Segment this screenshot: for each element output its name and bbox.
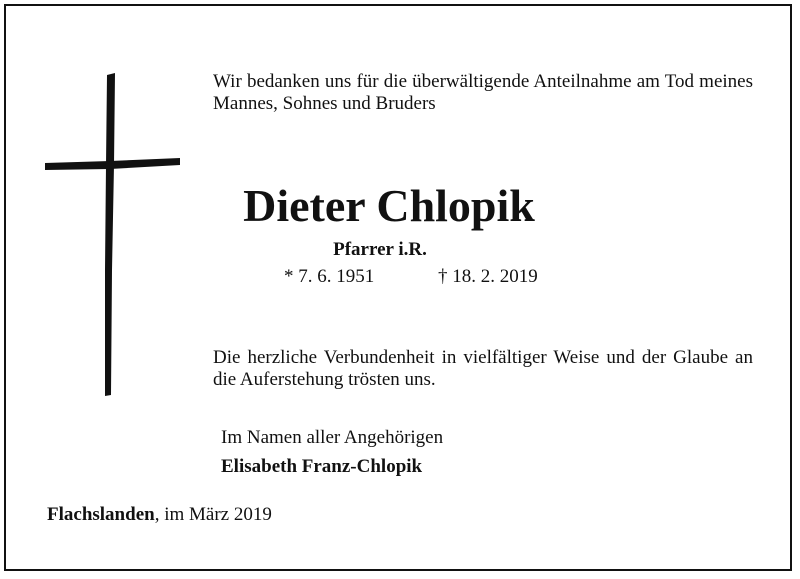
signer-name: Elisabeth Franz-Chlopik [221, 456, 423, 477]
comfort-text: Die herzliche Verbundenheit in vielfältiger Weise und der Glaube an die Auferstehung trösten uns. [213, 347, 753, 390]
deceased-name: Dieter Chlopik [243, 180, 535, 231]
death-date: † 18. 2. 2019 [438, 266, 538, 287]
place-date: , im März 2019 [154, 504, 272, 525]
place-date-line [47, 504, 272, 526]
cross-icon [40, 70, 185, 400]
on-behalf-text: Im Namen aller Angehörigen [221, 427, 444, 448]
birth-date: * 7. 6. 1951 [284, 266, 375, 287]
thanks-text: Wir bedanken uns für die überwältigende Anteilnahme am Tod meines Mannes, Sohnes und Bruders [213, 71, 753, 114]
deceased-title: Pfarrer i.R. [333, 239, 427, 260]
place-name: Flachslanden [47, 504, 155, 525]
